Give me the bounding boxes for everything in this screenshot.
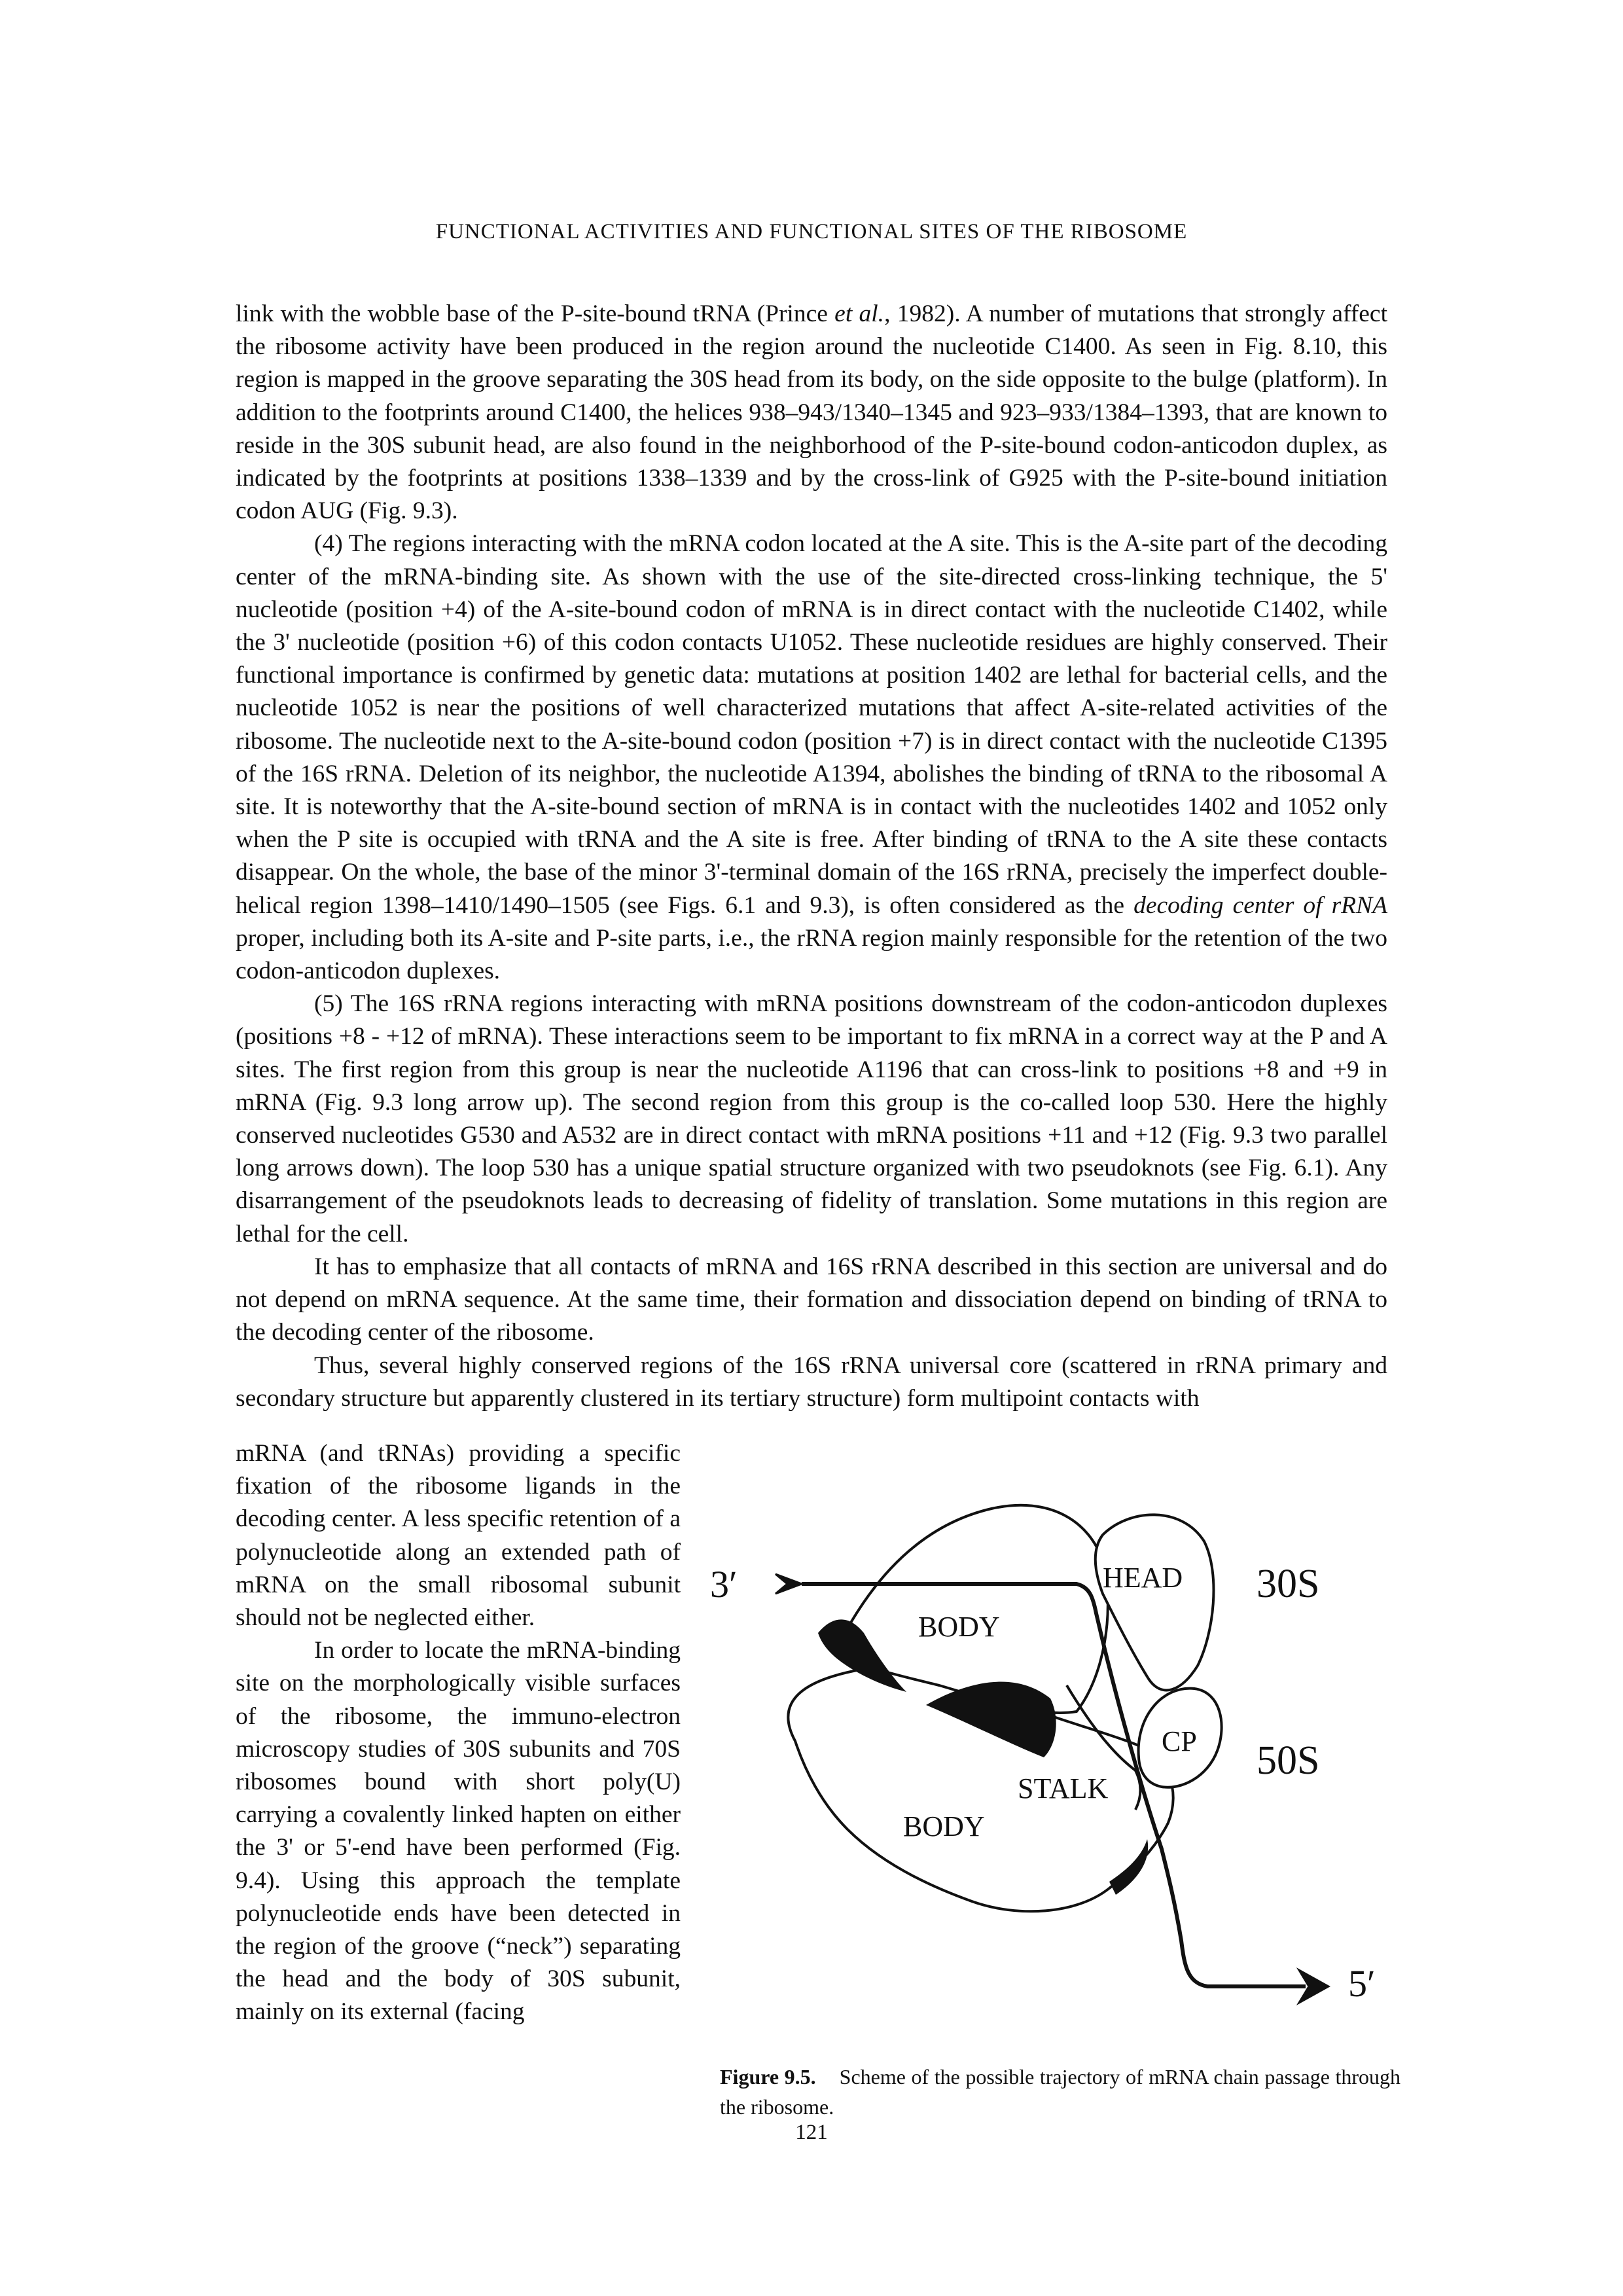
running-head: FUNCTIONAL ACTIVITIES AND FUNCTIONAL SITES OF THE RIBOSOME [435, 220, 1188, 243]
italic-term: decoding center of rRNA [1133, 891, 1388, 919]
paragraph [236, 528, 1387, 988]
label-30s: 30S [1257, 1562, 1320, 1606]
paragraph-text: proper, including both its A-site and P-site parts, i.e., the rRNA region mainly responsible for the retention of the two codon-anticodon duplexes. [236, 924, 1387, 985]
page-number: 121 [795, 2121, 828, 2144]
label-5prime: 5′ [1348, 1962, 1376, 2005]
wrapped-text-column [236, 1437, 681, 2029]
paragraph: It has to emphasize that all contacts of mRNA and 16S rRNA described in this section are universal and do not depend on mRNA sequence. At the same time, their formation and dissociation depend on binding of tRNA to the decoding center of the ribosome. [236, 1253, 1387, 1346]
head-outline [1096, 1515, 1214, 1690]
label-stalk: STALK [1018, 1772, 1109, 1804]
paragraph-text: (4) The regions interacting with the mRNA codon located at the A site. This is the A-site part of the decoding center of the mRNA-binding site. As shown with the use of the site-directed cross-linking technique, the 5' nucleotide (position +4) of the A-site-bound codon of mRNA is in direct contact with the nucleotide C1402, while the 3' nucleotide (position +6) of this codon contacts U1052. These nucleotide residues are highly conserved. Their functional importance is confirmed by genetic data: mutations at position 1402 are lethal for bacterial cells, and the nucleotide 1052 is near the positions of well characterized mutations that affect A-site-related activities of the ribosome. The nucleotide next to the A-site-bound codon (position +7) is in direct contact with the nucleotide C1395 of the 16S rRNA. Deletion of its neighbor, the nucleotide A1394, abolishes the binding of tRNA to the ribosomal A site. It is noteworthy that the A-site-bound section of mRNA is in contact with the nucleotides 1402 and 1052 only when the P site is occupied with tRNA and the A site is free. After binding of tRNA to the A site these contacts disappear. On the whole, the base of the minor 3'-terminal domain of the 16S rRNA, precisely the imperfect double-helical region 1398–1410/1490–1505 (see Figs. 6.1 and 9.3), is often considered as the [236, 530, 1387, 919]
paragraph: mRNA (and tRNAs) providing a specific fixation of the ribosome ligands in the decoding center. A less specific retention of a polynucleotide along an extended path of mRNA on the small ribosomal subunit should not be neglected either. [236, 1440, 681, 1632]
paragraph: (5) The 16S rRNA regions interacting with mRNA positions downstream of the codon-anticodon duplexes (positions +8 - +12 of mRNA). These interactions seem to be important to fix mRNA in a correct way at the P and A sites. The first region from this group is near the nucleotide A1196 that can cross-link to positions +8 and +9 in mRNA (Fig. 9.3 long arrow up). The second region from this group is the co-called loop 530. Here the highly conserved nucleotides G530 and A532 are in direct contact with mRNA positions +11 and +12 (Fig. 9.3 two parallel long arrows down). The loop 530 has a unique spatial structure organized with two pseudoknots (see Fig. 6.1). Any disarrangement of the pseudoknots leads to decreasing of fidelity of translation. Some mutations in this region are lethal for the cell. [236, 990, 1387, 1247]
caption-label: Figure 9.5. [720, 2065, 816, 2089]
mrna-3prime-arrow-icon [776, 1574, 802, 1594]
body-text [236, 298, 1387, 1415]
figure-caption [720, 2062, 1400, 2122]
paragraph: In order to locate the mRNA-binding site on the morphologically visible surfaces of the ribosome, the immuno-electron microscopy studies of 30S subunits and 70S ribosomes bound with short poly(U) carrying a covalently linked hapten on either the 3' or 5'-end have been performed (Fig. 9.4). Using this approach the template polynucleotide ends have been detected in the region of the groove (“neck”) separating the head and the body of 30S subunit, mainly on its external (facing [236, 1637, 681, 2026]
label-cp: CP [1162, 1725, 1197, 1757]
label-3prime: 3′ [710, 1563, 738, 1605]
label-50s: 50S [1257, 1738, 1320, 1783]
paragraph: link with the wobble base of the P-site-bound tRNA (Prince et al., 1982). A number of mutations that strongly affect the ribosome activity have been produced in the region around the nucleotide C1400. As seen in Fig. 8.10, this region is mapped in the groove separating the 30S head from its body, on the side opposite to the bulge (platform). In addition to the footprints around C1400, the helices 938–943/1340–1345 and 923–933/1384–1393, that are known to reside in the 30S subunit head, are also found in the neighborhood of the P-site-bound codon-anticodon duplex, as indicated by the footprints at positions 1338–1339 and by the cross-link of G925 with the P-site-bound initiation codon AUG (Fig. 9.3). [236, 300, 1387, 525]
label-head: HEAD [1103, 1562, 1183, 1594]
ribosome-diagram [710, 1482, 1410, 2058]
italic-term: et al. [834, 300, 885, 327]
caption-text: Scheme of the possible trajectory of mRNA chain passage through the ribosome. [720, 2065, 1401, 2119]
paragraph: Thus, several highly conserved regions of the 16S rRNA universal core (scattered in rRNA primary and secondary structure but apparently clustered in its tertiary structure) form multipoint contacts with [236, 1352, 1387, 1412]
ribosome-figure [710, 1482, 1410, 2058]
label-body-30s: BODY [918, 1611, 1000, 1643]
label-body-50s: BODY [903, 1810, 985, 1842]
